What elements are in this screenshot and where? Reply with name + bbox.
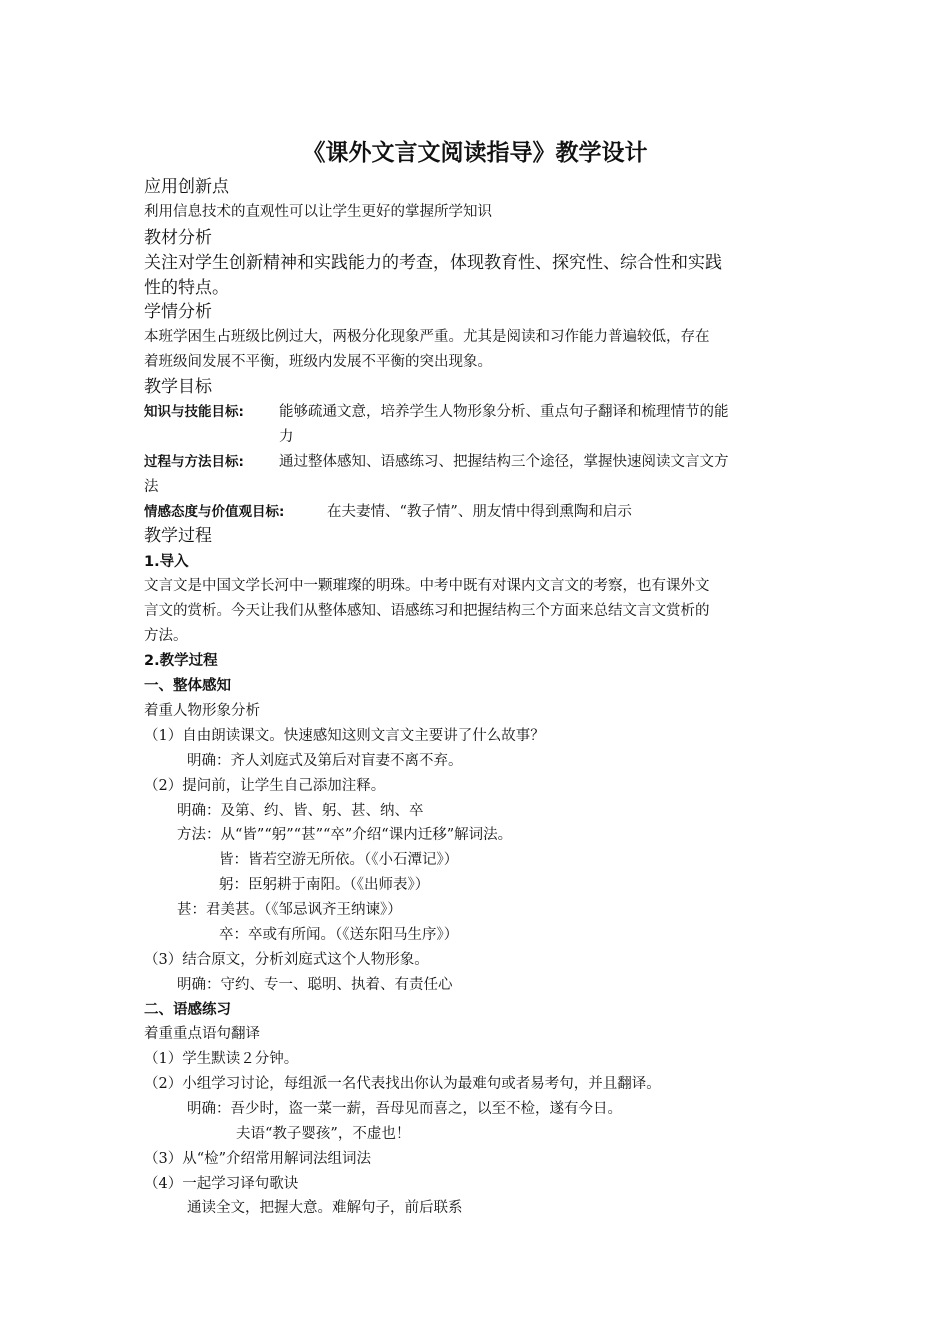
heading-students: 学情分析 [144, 302, 212, 322]
heading-part1: 一、整体感知 [144, 678, 231, 694]
part2-answer2-cont: 夫语“教子婴孩”，不虚也！ [236, 1126, 411, 1142]
goal2-text-line2: 法 [144, 479, 159, 495]
heading-innovation: 应用创新点 [144, 177, 229, 197]
part2-question3: （3）从“检”介绍常用解词法组词法 [144, 1151, 372, 1167]
material-text-line1: 关注对学生创新精神和实践能力的考查，体现教育性、探究性、综合性和实践 [144, 253, 722, 273]
part1-answer1: 明确：齐人刘庭式及第后对盲妻不离不弃。 [187, 753, 463, 769]
part1-question2: （2）提问前，让学生自己添加注释。 [144, 778, 386, 794]
document-title: 《课外文言文阅读指导》教学设计 [302, 140, 648, 166]
goal1-text-line1: 能够疏通文意，培养学生人物形象分析、重点句子翻译和梳理情节的能 [279, 404, 729, 420]
goal2-label: 过程与方法目标: [144, 454, 244, 470]
part2-answer4: 通读全文，把握大意。难解句子，前后联系 [187, 1200, 463, 1216]
part1-example4: 卒：卒或有所闻。（《送东阳马生序》） [219, 927, 459, 943]
part1-focus: 着重人物形象分析 [144, 703, 260, 719]
part1-example3: 甚：君美甚。（《邹忌讽齐王纳谏》） [177, 902, 402, 918]
heading-material: 教材分析 [144, 228, 212, 248]
heading-process: 教学过程 [144, 526, 212, 546]
heading-intro: 1.导入 [144, 554, 189, 570]
heading-part2: 二、语感练习 [144, 1002, 231, 1018]
goal1-label: 知识与技能目标: [144, 404, 244, 420]
part2-question1: （1）学生默读２分钟。 [144, 1051, 299, 1067]
part1-question1: （1）自由朗读课文。快速感知这则文言文主要讲了什么故事？ [144, 728, 545, 744]
part1-answer2: 明确：及第、约、皆、躬、甚、纳、卒 [177, 803, 424, 819]
heading-goals: 教学目标 [144, 377, 212, 397]
material-text-line2: 性的特点。 [144, 278, 229, 298]
part1-example2: 躬：臣躬耕于南阳。（《出师表》） [219, 877, 430, 893]
part2-question2: （2）小组学习讨论，每组派一名代表找出你认为最难句或者易考句，并且翻译。 [144, 1076, 661, 1092]
intro-text-line1: 文言文是中国文学长河中一颗璀璨的明珠。中考中既有对课内文言文的考察，也有课外文 [144, 578, 710, 594]
heading-teaching-process: 2.教学过程 [144, 653, 218, 669]
innovation-text: 利用信息技术的直观性可以让学生更好的掌握所学知识 [144, 204, 492, 220]
part1-example1: 皆：皆若空游无所依。（《小石潭记》） [219, 852, 459, 868]
intro-text-line2: 言文的赏析。今天让我们从整体感知、语感练习和把握结构三个方面来总结文言文赏析的 [144, 603, 710, 619]
goal3-text: 在夫妻情、“教子情”、朋友情中得到熏陶和启示 [327, 504, 632, 520]
part1-answer3: 明确：守约、专一、聪明、执着、有责任心 [177, 977, 453, 993]
students-text-line2: 着班级间发展不平衡，班级内发展不平衡的突出现象。 [144, 354, 492, 370]
students-text-line1: 本班学困生占班级比例过大，两极分化现象严重。尤其是阅读和习作能力普遍较低，存在 [144, 329, 710, 345]
intro-text-line3: 方法。 [144, 628, 188, 644]
part1-method: 方法：从“皆”“躬”“甚”“卒”介绍“课内迁移”解词法。 [177, 827, 513, 843]
part2-focus: 着重重点语句翻译 [144, 1026, 260, 1042]
part2-answer2: 明确：吾少时，盗一菜一薪，吾母见而喜之，以至不检，遂有今日。 [187, 1101, 622, 1117]
goal3-label: 情感态度与价值观目标: [144, 504, 285, 520]
goal1-text-line2: 力 [279, 429, 294, 445]
part1-question3: （3）结合原文，分析刘庭式这个人物形象。 [144, 952, 429, 968]
part2-question4: （4）一起学习译句歌诀 [144, 1176, 299, 1192]
goal2-text-line1: 通过整体感知、语感练习、把握结构三个途径，掌握快速阅读文言文方 [279, 454, 729, 470]
